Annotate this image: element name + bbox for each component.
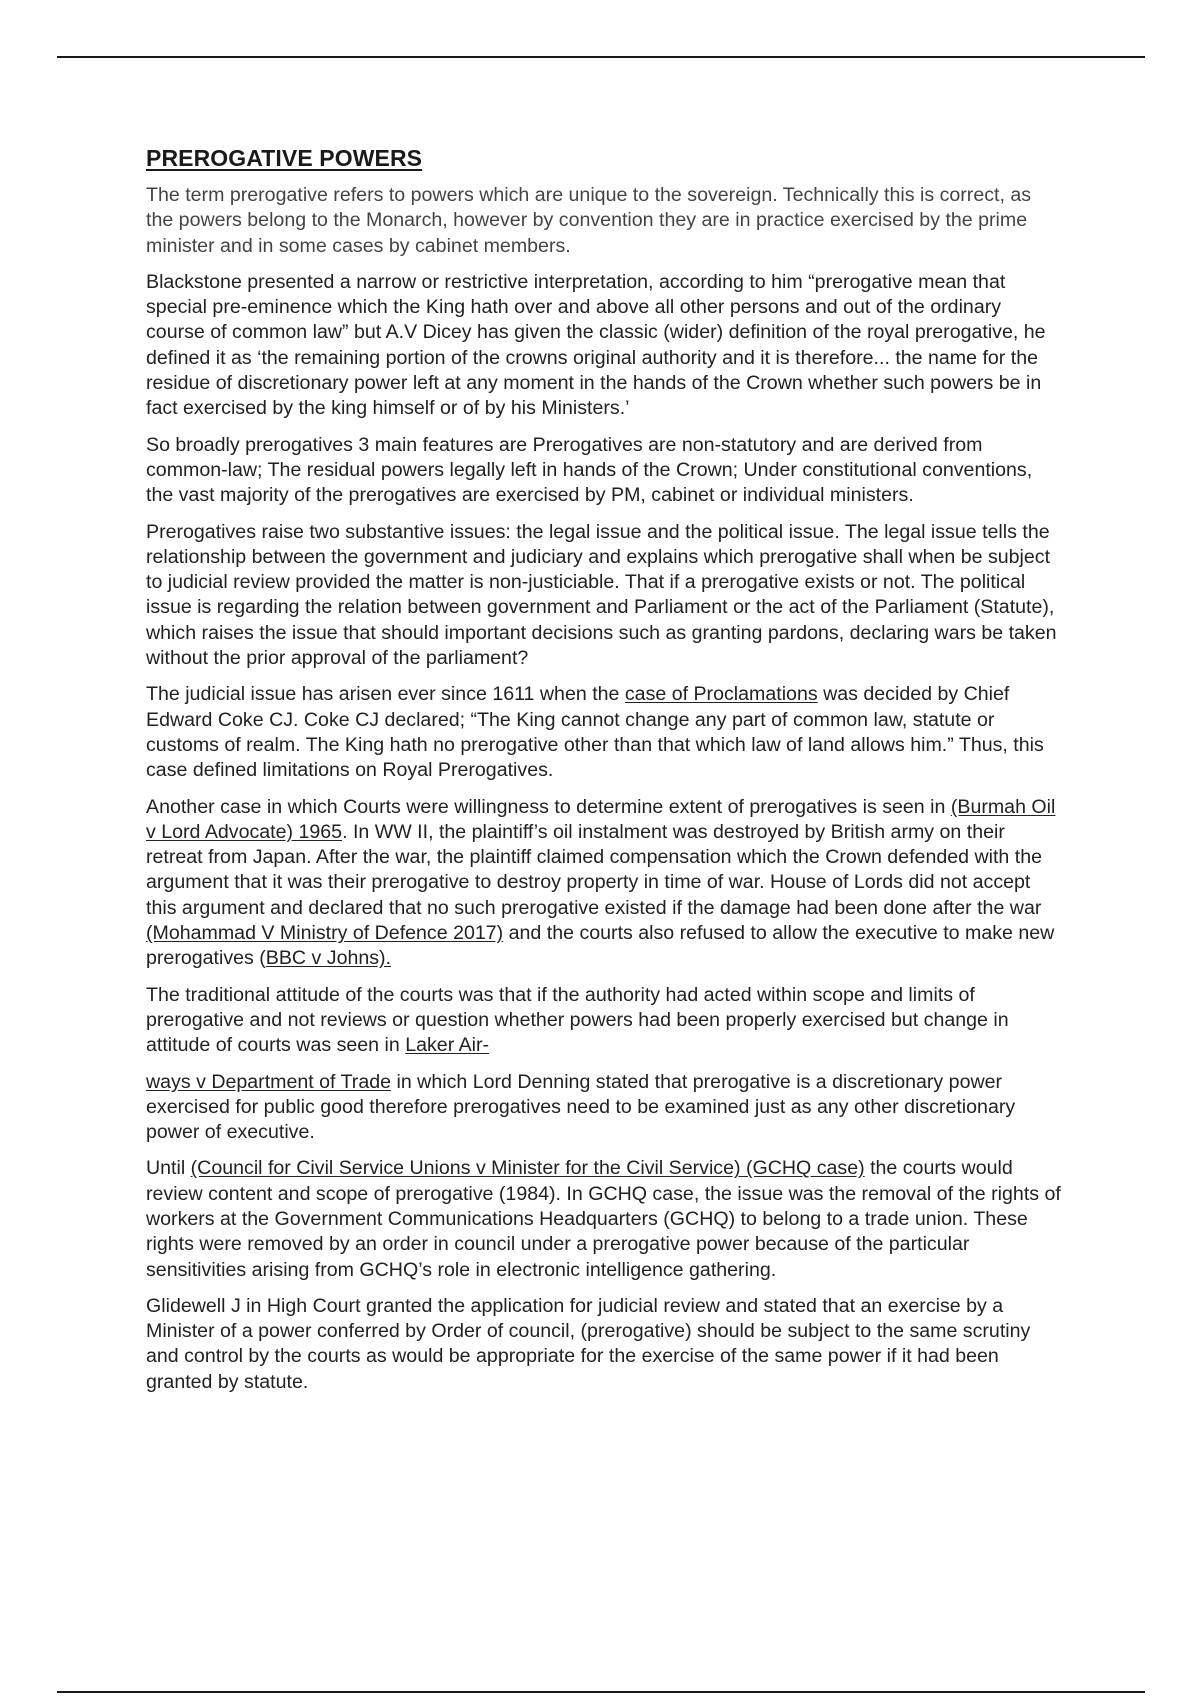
bottom-rule [57,1691,1145,1693]
paragraph-gchq [146,1156,1062,1282]
paragraph-proclamations [146,682,1062,783]
case-reference-gchq: (Council for Civil Service Unions v Minister for the Civil Service) (GCHQ case) [190,1157,865,1180]
case-reference-bbc-johns: BBC v Johns). [265,947,392,970]
text-segment: . In WW II, the plaintiff’s oil instalment was destroyed by British army on their retreat from Japan. After the war, the plaintiff claimed compensation which the Crown defended with the argument that it was their prerogative to destroy property in time of war. House of Lords did not accept this argument and declared that no such prerogative existed if the damage had been done after the war [146,820,1043,919]
case-reference-burmah-oil: (Burmah Oil v Lord Advocate) 1965 [146,795,1056,843]
text-segment: Another case in which Courts were willingness to determine extent of prerogatives is seen in [146,795,951,818]
text-segment: the courts would review content and scope of prerogative (1984). In GCHQ case, the issue was the removal of the rights of workers at the Government Communications Headquarters (GCHQ) to belong to a trade union. These rights were removed by an order in council under a prerogative power because of the particular sensitivities arising from GCHQ’s role in electronic intelligence gathering. [146,1157,1061,1281]
case-reference-laker-part2: ways v Department of Trade [146,1070,392,1093]
text-segment: and the courts also refused to allow the executive to make new prerogatives ( [146,922,1055,970]
text-segment: The traditional attitude of the courts was that if the authority had acted within scope and limits of prerogative and not reviews or question whether powers had been properly exercised but change in attitude of courts was seen in [146,983,1009,1057]
paragraph-traditional-attitude [146,983,1062,1059]
text-segment: The judicial issue has arisen ever since 1611 when the [146,683,625,706]
paragraph-blackstone-dicey: Blackstone presented a narrow or restrictive interpretation, according to him “prerogative mean that special pre-eminence which the King hath over and above all other persons and out of the ordinary course of common law” but A.V Dicey has given the classic (wider) definition of the royal prerogative, he defined it as ‘the remaining portion of the crowns original authority and it is therefore... the name for the residue of discretionary power left at any moment in the hands of the Crown whether such powers be in fact exercised by the king himself or of by his Ministers.’ [146,270,1046,420]
paragraph-burmah-oil [146,795,1062,972]
document-body [146,145,1062,1406]
case-reference-mohammad: (Mohammad V Ministry of Defence 2017) [146,922,504,945]
paragraph-definition: The term prerogative refers to powers which are unique to the sovereign. Technically this is correct, as the powers belong to the Monarch, however by convention they are in practice exercised by the prime minister and in some cases by cabinet members. [146,184,1032,257]
page-title: PREROGATIVE POWERS [146,145,423,171]
text-segment: in which Lord Denning stated that prerogative is a discretionary power exercised for public good therefore prerogatives need to be examined just as any other discretionary power of executive. [146,1070,1016,1144]
top-rule [57,56,1145,58]
text-segment: Until [146,1157,191,1180]
paragraph-glidewell: Glidewell J in High Court granted the application for judicial review and stated that an exercise by a Minister of a power conferred by Order of council, (prerogative) should be subject to the same scrutiny and control by the courts as would be appropriate for the exercise of the same power if it had been granted by statute. [146,1294,1031,1393]
case-reference-laker-part1: Laker Air- [405,1034,490,1057]
text-segment: was decided by Chief Edward Coke CJ. Coke CJ declared; “The King cannot change any part of common law, statute or customs of realm. The King hath no prerogative other than that which law of land allows him.” Thus, this case defined limitations on Royal Prerogatives. [146,683,1044,782]
paragraph-laker-airways [146,1070,1062,1146]
case-reference-proclamations: case of Proclamations [624,683,818,706]
paragraph-substantive-issues: Prerogatives raise two substantive issues: the legal issue and the political issue. The legal issue tells the relationship between the government and judiciary and explains which prerogative shall when be subject to judicial review provided the matter is non-justiciable. That if a prerogative exists or not. The political issue is regarding the relation between government and Parliament or the act of the Parliament (Statute), which raises the issue that should important decisions such as granting pardons, declaring wars be taken without the prior approval of the parliament? [146,520,1057,670]
paragraph-main-features: So broadly prerogatives 3 main features are Prerogatives are non-statutory and are derived from common-law; The residual powers legally left in hands of the Crown; Under constitutional conventions, the vast majority of the prerogatives are exercised by PM, cabinet or individual ministers. [146,433,1033,507]
